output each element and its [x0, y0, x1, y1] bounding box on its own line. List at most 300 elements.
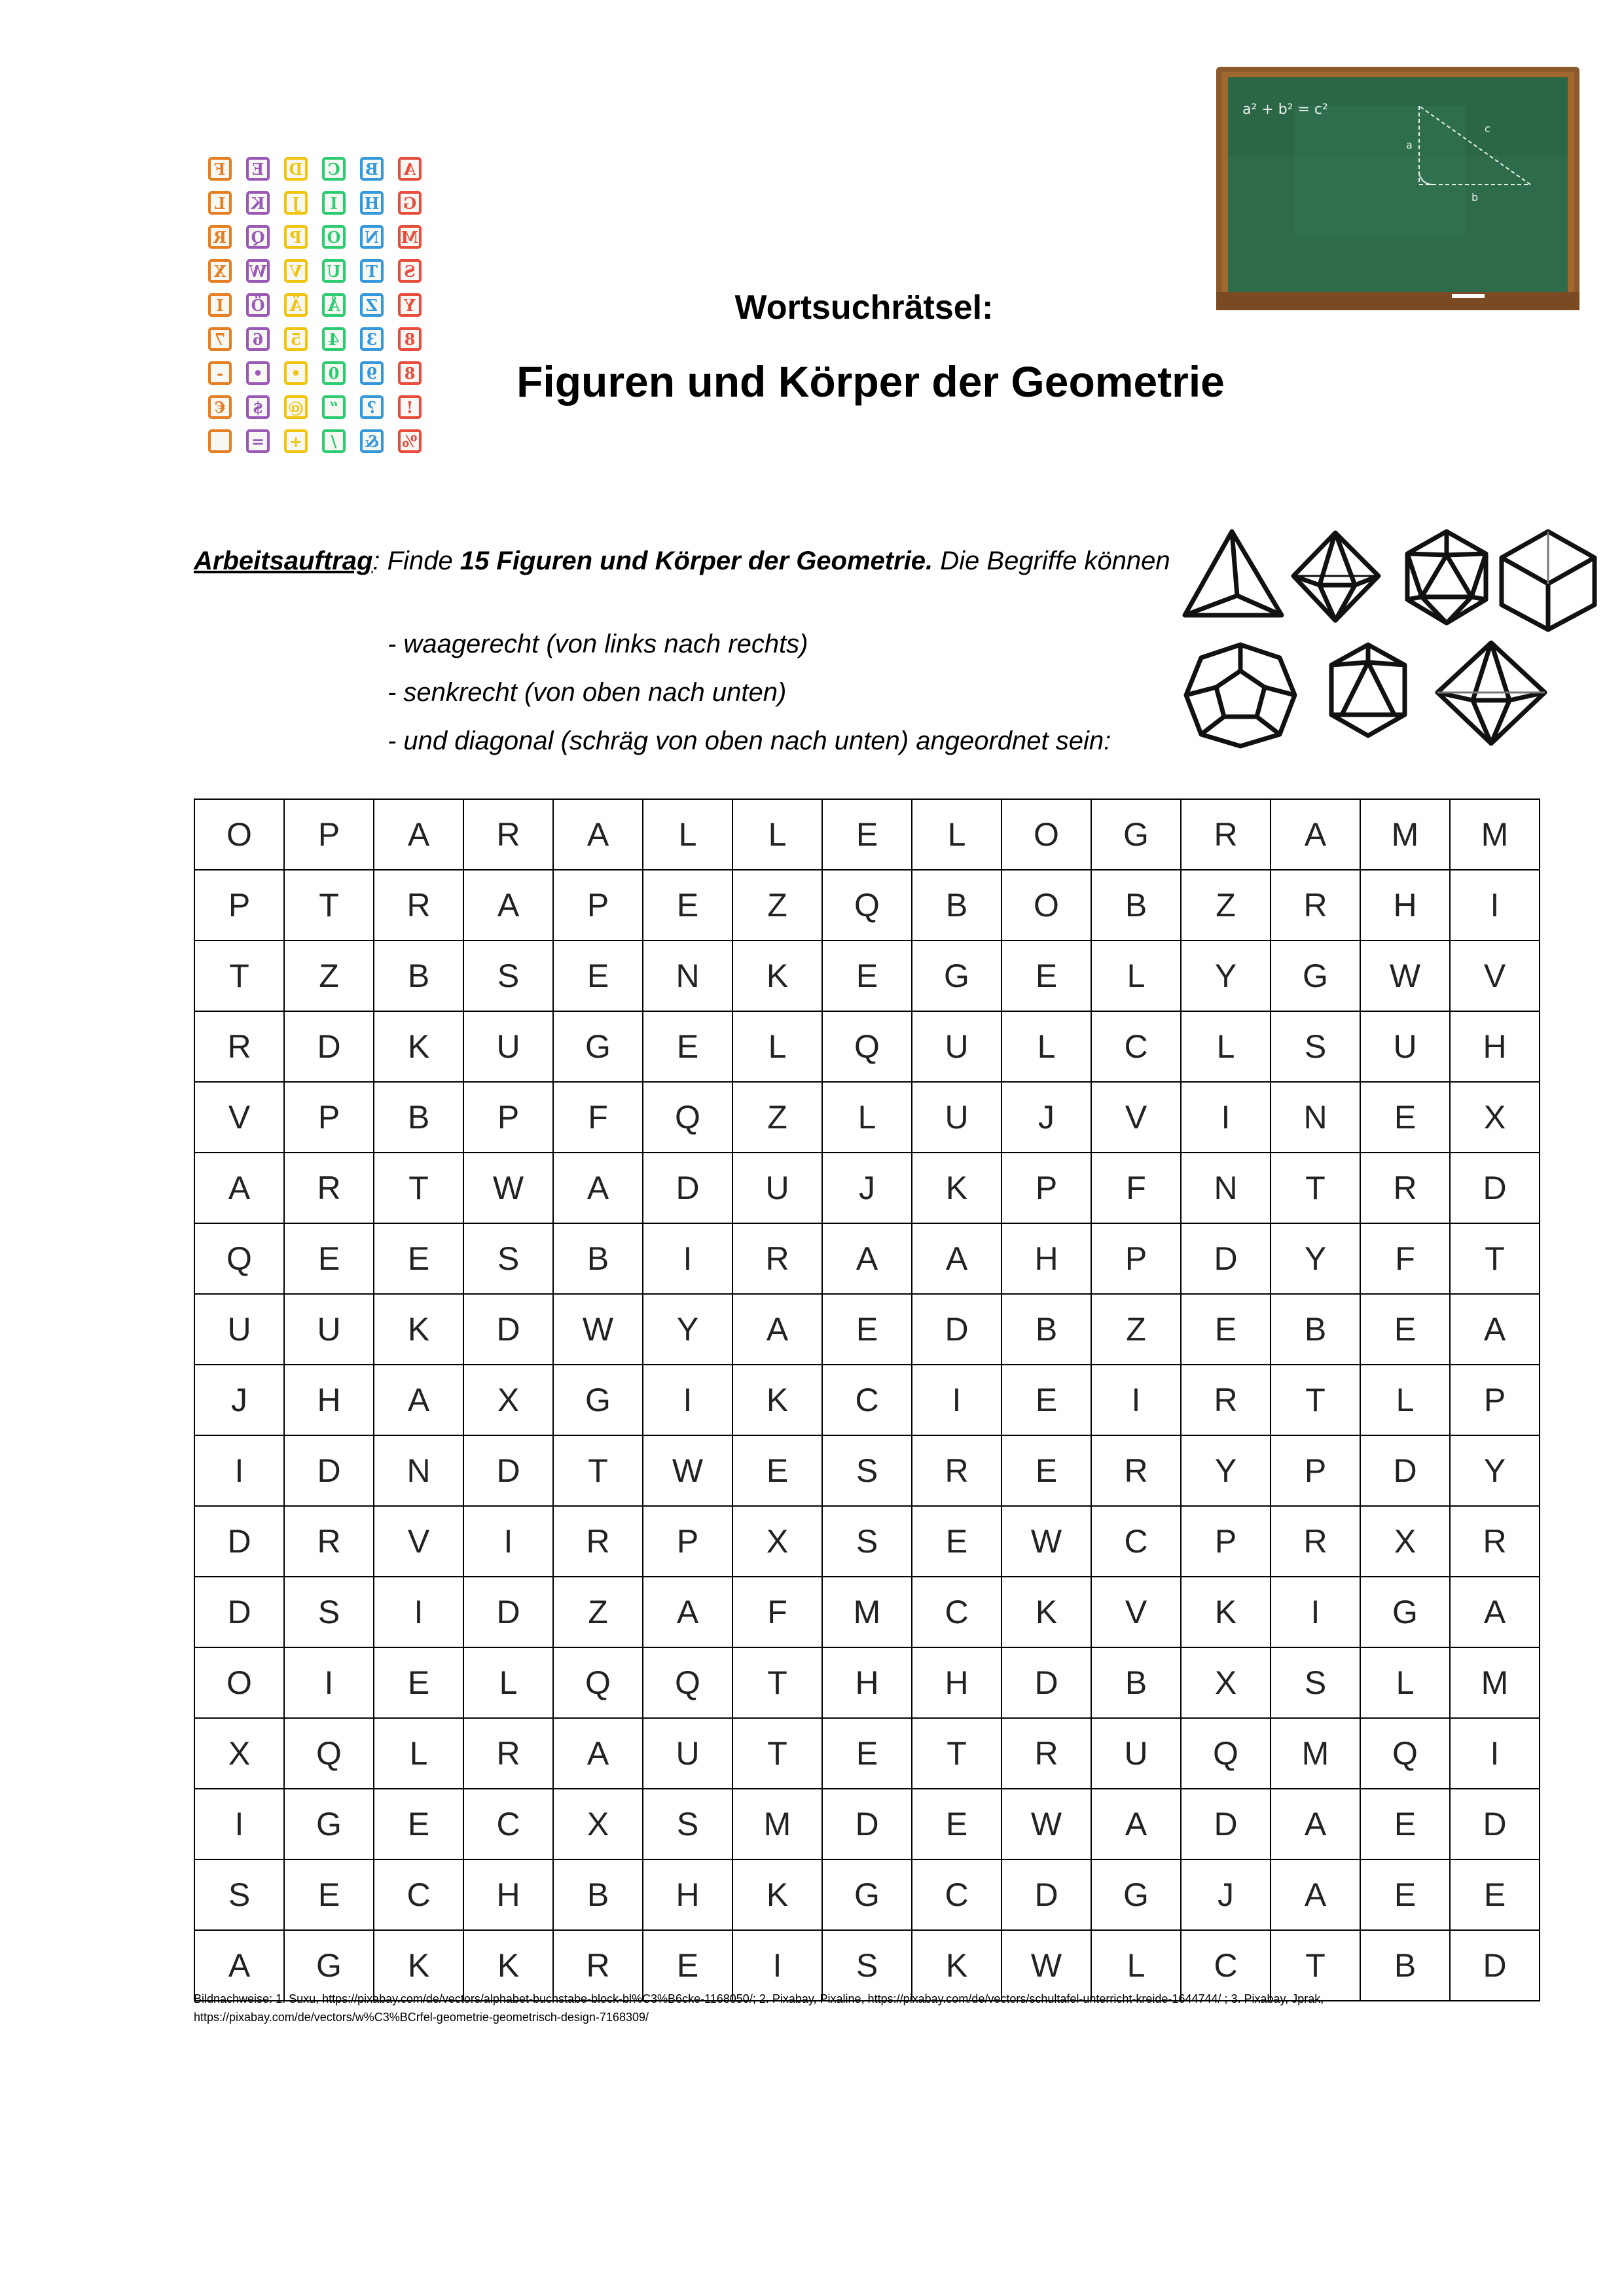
grid-cell[interactable]: E: [643, 1930, 732, 2001]
letter-block: €: [208, 395, 232, 419]
grid-cell[interactable]: X: [732, 1506, 822, 1577]
grid-cell[interactable]: Q: [1360, 1718, 1450, 1789]
grid-cell[interactable]: W: [463, 1153, 553, 1223]
grid-cell[interactable]: W: [643, 1435, 732, 1506]
grid-cell[interactable]: B: [1091, 1647, 1181, 1718]
grid-cell[interactable]: N: [1181, 1153, 1271, 1223]
grid-cell[interactable]: H: [1001, 1223, 1091, 1294]
grid-cell[interactable]: A: [194, 1153, 284, 1223]
grid-row: [194, 1082, 1540, 1153]
grid-cell[interactable]: B: [374, 1082, 463, 1153]
grid-cell[interactable]: I: [284, 1647, 374, 1718]
grid-cell[interactable]: S: [463, 941, 553, 1011]
grid-cell[interactable]: E: [374, 1223, 463, 1294]
grid-cell[interactable]: G: [553, 1365, 643, 1435]
grid-cell[interactable]: A: [374, 799, 463, 870]
grid-cell[interactable]: A: [1271, 799, 1360, 870]
grid-cell[interactable]: L: [1001, 1011, 1091, 1082]
instruction-text: Arbeitsauftrag: Finde 15 Figuren und Körper der Geometrie. Die Begriffe können: [194, 547, 1170, 575]
cube-icon: [1502, 531, 1595, 630]
grid-cell[interactable]: R: [912, 1435, 1001, 1506]
grid-cell[interactable]: V: [1091, 1082, 1181, 1153]
grid-cell[interactable]: Y: [1271, 1223, 1360, 1294]
letter-block: 8: [398, 327, 422, 351]
grid-cell[interactable]: R: [1181, 1365, 1271, 1435]
word-search-grid: [194, 798, 1540, 2001]
grid-cell[interactable]: T: [194, 941, 284, 1011]
grid-cell[interactable]: I: [912, 1365, 1001, 1435]
grid-cell[interactable]: S: [1271, 1011, 1360, 1082]
grid-cell[interactable]: P: [284, 799, 374, 870]
grid-cell[interactable]: I: [643, 1223, 732, 1294]
letter-block: /: [322, 429, 346, 453]
grid-cell[interactable]: K: [912, 1153, 1001, 1223]
grid-cell[interactable]: R: [374, 870, 463, 941]
grid-cell[interactable]: T: [912, 1718, 1001, 1789]
grid-cell[interactable]: L: [1091, 1930, 1181, 2001]
instruction-label: Arbeitsauftrag: [194, 547, 373, 575]
grid-cell[interactable]: K: [1001, 1577, 1091, 1647]
grid-cell[interactable]: G: [553, 1011, 643, 1082]
grid-cell[interactable]: D: [1450, 1153, 1540, 1223]
grid-cell[interactable]: B: [553, 1859, 643, 1930]
grid-cell[interactable]: D: [822, 1789, 912, 1859]
grid-cell[interactable]: C: [1091, 1506, 1181, 1577]
grid-cell[interactable]: R: [1001, 1718, 1091, 1789]
grid-cell[interactable]: W: [553, 1294, 643, 1365]
grid-cell[interactable]: A: [553, 799, 643, 870]
grid-cell[interactable]: G: [284, 1930, 374, 2001]
grid-cell[interactable]: P: [553, 870, 643, 941]
grid-cell[interactable]: T: [732, 1647, 822, 1718]
grid-cell[interactable]: T: [1271, 1153, 1360, 1223]
grid-cell[interactable]: E: [1001, 1435, 1091, 1506]
letter-block: 4: [322, 327, 346, 351]
grid-cell[interactable]: S: [822, 1930, 912, 2001]
grid-cell[interactable]: E: [643, 1011, 732, 1082]
grid-cell[interactable]: P: [284, 1082, 374, 1153]
grid-cell[interactable]: B: [1091, 870, 1181, 941]
grid-cell[interactable]: D: [1001, 1859, 1091, 1930]
grid-cell[interactable]: Y: [1181, 1435, 1271, 1506]
grid-cell[interactable]: L: [1360, 1365, 1450, 1435]
grid-cell[interactable]: O: [1001, 799, 1091, 870]
grid-cell[interactable]: H: [643, 1859, 732, 1930]
grid-cell[interactable]: W: [1360, 941, 1450, 1011]
grid-cell[interactable]: R: [1181, 799, 1271, 870]
grid-cell[interactable]: K: [374, 1294, 463, 1365]
letter-block: +: [284, 429, 308, 453]
grid-cell[interactable]: C: [912, 1859, 1001, 1930]
grid-cell[interactable]: N: [1271, 1082, 1360, 1153]
grid-cell[interactable]: R: [1271, 1506, 1360, 1577]
letter-block: 9: [360, 361, 384, 385]
grid-cell[interactable]: B: [912, 870, 1001, 941]
grid-cell[interactable]: B: [1001, 1294, 1091, 1365]
grid-cell[interactable]: T: [1450, 1223, 1540, 1294]
grid-cell[interactable]: A: [732, 1294, 822, 1365]
grid-cell[interactable]: D: [1450, 1789, 1540, 1859]
grid-cell[interactable]: J: [1001, 1082, 1091, 1153]
letter-block: W: [246, 259, 270, 283]
grid-cell[interactable]: E: [822, 799, 912, 870]
grid-cell[interactable]: K: [374, 1930, 463, 2001]
grid-cell[interactable]: E: [1360, 1082, 1450, 1153]
grid-cell[interactable]: E: [822, 1294, 912, 1365]
grid-cell[interactable]: B: [1360, 1930, 1450, 2001]
grid-cell[interactable]: I: [463, 1506, 553, 1577]
grid-cell[interactable]: P: [463, 1082, 553, 1153]
grid-cell[interactable]: A: [553, 1718, 643, 1789]
grid-cell[interactable]: H: [463, 1859, 553, 1930]
letter-block: K: [246, 191, 270, 215]
grid-cell[interactable]: A: [1091, 1789, 1181, 1859]
grid-cell[interactable]: E: [374, 1789, 463, 1859]
grid-cell[interactable]: T: [1271, 1365, 1360, 1435]
grid-cell[interactable]: V: [374, 1506, 463, 1577]
grid-cell[interactable]: J: [1181, 1859, 1271, 1930]
grid-cell[interactable]: K: [732, 941, 822, 1011]
grid-cell[interactable]: D: [284, 1435, 374, 1506]
grid-cell[interactable]: Q: [643, 1647, 732, 1718]
grid-cell[interactable]: Y: [1181, 941, 1271, 1011]
grid-cell[interactable]: L: [374, 1718, 463, 1789]
grid-cell[interactable]: D: [1181, 1789, 1271, 1859]
grid-cell[interactable]: P: [194, 870, 284, 941]
grid-cell[interactable]: J: [822, 1153, 912, 1223]
grid-cell[interactable]: G: [1360, 1577, 1450, 1647]
grid-cell[interactable]: G: [1271, 941, 1360, 1011]
grid-cell[interactable]: I: [194, 1789, 284, 1859]
grid-cell[interactable]: S: [463, 1223, 553, 1294]
grid-cell[interactable]: I: [1450, 870, 1540, 941]
grid-cell[interactable]: F: [553, 1082, 643, 1153]
grid-cell[interactable]: M: [1450, 1647, 1540, 1718]
grid-cell[interactable]: C: [463, 1789, 553, 1859]
letter-block: C: [322, 157, 346, 181]
grid-cell[interactable]: X: [1450, 1082, 1540, 1153]
grid-cell[interactable]: H: [822, 1647, 912, 1718]
grid-cell[interactable]: E: [643, 870, 732, 941]
grid-cell[interactable]: L: [643, 799, 732, 870]
grid-cell[interactable]: G: [1091, 1859, 1181, 1930]
grid-cell[interactable]: M: [732, 1789, 822, 1859]
grid-cell[interactable]: B: [1271, 1294, 1360, 1365]
grid-cell[interactable]: D: [284, 1011, 374, 1082]
grid-cell[interactable]: T: [732, 1718, 822, 1789]
grid-cell[interactable]: G: [822, 1859, 912, 1930]
grid-cell[interactable]: H: [1360, 870, 1450, 941]
grid-row: [194, 870, 1540, 941]
grid-cell[interactable]: K: [463, 1930, 553, 2001]
grid-cell[interactable]: I: [1091, 1365, 1181, 1435]
grid-cell[interactable]: P: [1181, 1506, 1271, 1577]
grid-cell[interactable]: Q: [643, 1082, 732, 1153]
grid-cell[interactable]: X: [194, 1718, 284, 1789]
grid-cell[interactable]: V: [1091, 1577, 1181, 1647]
grid-cell[interactable]: K: [732, 1365, 822, 1435]
letter-block: 6: [246, 327, 270, 351]
letter-block: B: [360, 157, 384, 181]
grid-cell[interactable]: T: [1271, 1930, 1360, 2001]
grid-cell[interactable]: U: [732, 1153, 822, 1223]
grid-cell[interactable]: L: [1181, 1011, 1271, 1082]
grid-cell[interactable]: I: [643, 1365, 732, 1435]
grid-cell[interactable]: E: [1360, 1789, 1450, 1859]
grid-cell[interactable]: Z: [732, 870, 822, 941]
grid-cell[interactable]: D: [194, 1577, 284, 1647]
grid-cell[interactable]: O: [194, 799, 284, 870]
letter-block: Å: [322, 293, 346, 317]
grid-cell[interactable]: A: [643, 1577, 732, 1647]
grid-cell[interactable]: A: [553, 1153, 643, 1223]
grid-cell[interactable]: E: [1181, 1294, 1271, 1365]
grid-cell[interactable]: D: [643, 1153, 732, 1223]
grid-cell[interactable]: E: [1001, 1365, 1091, 1435]
grid-cell[interactable]: A: [1450, 1294, 1540, 1365]
grid-cell[interactable]: T: [284, 870, 374, 941]
grid-cell[interactable]: C: [912, 1577, 1001, 1647]
grid-cell[interactable]: I: [374, 1577, 463, 1647]
grid-cell[interactable]: D: [1450, 1930, 1540, 2001]
grid-cell[interactable]: D: [194, 1506, 284, 1577]
grid-cell[interactable]: R: [553, 1930, 643, 2001]
grid-cell[interactable]: R: [553, 1506, 643, 1577]
grid-cell[interactable]: D: [463, 1435, 553, 1506]
grid-cell[interactable]: M: [1360, 799, 1450, 870]
grid-cell[interactable]: J: [194, 1365, 284, 1435]
grid-cell[interactable]: U: [643, 1718, 732, 1789]
grid-cell[interactable]: P: [1271, 1435, 1360, 1506]
grid-cell[interactable]: W: [1001, 1506, 1091, 1577]
grid-cell[interactable]: A: [463, 870, 553, 941]
grid-cell[interactable]: U: [194, 1294, 284, 1365]
grid-cell[interactable]: H: [912, 1647, 1001, 1718]
grid-cell[interactable]: Q: [553, 1647, 643, 1718]
grid-cell[interactable]: E: [822, 941, 912, 1011]
grid-cell[interactable]: A: [1450, 1577, 1540, 1647]
letter-block: S: [398, 259, 422, 283]
grid-cell[interactable]: R: [284, 1506, 374, 1577]
grid-cell[interactable]: M: [1271, 1718, 1360, 1789]
grid-row: [194, 1011, 1540, 1082]
chalk-side-c: c: [1485, 122, 1490, 135]
grid-cell[interactable]: I: [732, 1930, 822, 2001]
grid-cell[interactable]: S: [822, 1435, 912, 1506]
grid-cell[interactable]: E: [1450, 1859, 1540, 1930]
grid-row: [194, 1718, 1540, 1789]
grid-cell[interactable]: H: [284, 1365, 374, 1435]
grid-cell[interactable]: E: [912, 1789, 1001, 1859]
grid-cell[interactable]: E: [553, 941, 643, 1011]
grid-cell[interactable]: S: [643, 1789, 732, 1859]
grid-cell[interactable]: K: [732, 1859, 822, 1930]
grid-cell[interactable]: E: [822, 1718, 912, 1789]
page-subtitle: Figuren und Körper der Geometrie: [516, 357, 1225, 406]
grid-cell[interactable]: O: [1001, 870, 1091, 941]
grid-cell[interactable]: Q: [194, 1223, 284, 1294]
grid-cell[interactable]: I: [1450, 1718, 1540, 1789]
grid-cell[interactable]: E: [284, 1223, 374, 1294]
grid-cell[interactable]: I: [194, 1435, 284, 1506]
grid-cell[interactable]: M: [822, 1577, 912, 1647]
grid-cell[interactable]: Q: [284, 1718, 374, 1789]
letter-block: 8: [398, 361, 422, 385]
chalk-side-a: a: [1406, 139, 1413, 151]
grid-cell[interactable]: Z: [1181, 870, 1271, 941]
grid-cell[interactable]: G: [1091, 799, 1181, 870]
letter-block: U: [322, 259, 346, 283]
grid-cell[interactable]: Q: [822, 870, 912, 941]
letter-block: F: [208, 157, 232, 181]
letter-block: !: [398, 395, 422, 419]
grid-cell[interactable]: E: [374, 1647, 463, 1718]
grid-cell[interactable]: X: [1181, 1647, 1271, 1718]
grid-cell[interactable]: X: [463, 1365, 553, 1435]
grid-cell[interactable]: Q: [1181, 1718, 1271, 1789]
grid-cell[interactable]: L: [1360, 1647, 1450, 1718]
grid-cell[interactable]: M: [1450, 799, 1540, 870]
grid-cell[interactable]: Z: [732, 1082, 822, 1153]
instruction-bullet-vertical: - senkrecht (von oben nach unten): [388, 678, 787, 707]
grid-cell[interactable]: Z: [1091, 1294, 1181, 1365]
grid-cell[interactable]: R: [284, 1153, 374, 1223]
grid-cell[interactable]: R: [732, 1223, 822, 1294]
grid-cell[interactable]: T: [553, 1435, 643, 1506]
grid-cell[interactable]: P: [643, 1506, 732, 1577]
letter-block: @: [284, 395, 308, 419]
grid-cell[interactable]: Z: [284, 941, 374, 1011]
letter-block: “: [322, 395, 346, 419]
grid-cell[interactable]: H: [1450, 1011, 1540, 1082]
grid-cell[interactable]: X: [1360, 1506, 1450, 1577]
grid-cell[interactable]: O: [194, 1647, 284, 1718]
grid-cell[interactable]: B: [553, 1223, 643, 1294]
grid-cell[interactable]: G: [284, 1789, 374, 1859]
letter-block: N: [360, 225, 384, 249]
chalkboard-image: [1216, 67, 1579, 310]
grid-cell[interactable]: U: [912, 1082, 1001, 1153]
grid-cell[interactable]: W: [1001, 1789, 1091, 1859]
grid-cell[interactable]: R: [1360, 1153, 1450, 1223]
grid-cell[interactable]: R: [463, 1718, 553, 1789]
grid-cell[interactable]: K: [912, 1930, 1001, 2001]
grid-cell[interactable]: K: [1181, 1577, 1271, 1647]
grid-cell[interactable]: A: [822, 1223, 912, 1294]
grid-cell[interactable]: N: [374, 1435, 463, 1506]
grid-cell[interactable]: V: [1450, 941, 1540, 1011]
grid-cell[interactable]: S: [822, 1506, 912, 1577]
grid-cell[interactable]: B: [374, 941, 463, 1011]
grid-cell[interactable]: I: [1271, 1577, 1360, 1647]
instruction-bullet-horizontal: - waagerecht (von links nach rechts): [388, 630, 808, 658]
grid-cell[interactable]: T: [374, 1153, 463, 1223]
grid-cell[interactable]: R: [1271, 870, 1360, 941]
grid-cell[interactable]: C: [1181, 1930, 1271, 2001]
grid-cell[interactable]: W: [1001, 1930, 1091, 2001]
grid-cell[interactable]: F: [732, 1577, 822, 1647]
letter-block: ?: [360, 395, 384, 419]
grid-cell[interactable]: V: [194, 1082, 284, 1153]
grid-cell[interactable]: L: [732, 799, 822, 870]
grid-cell[interactable]: Z: [553, 1577, 643, 1647]
grid-cell[interactable]: U: [284, 1294, 374, 1365]
grid-row: [194, 1647, 1540, 1718]
grid-cell[interactable]: A: [194, 1930, 284, 2001]
grid-cell[interactable]: L: [1091, 941, 1181, 1011]
letter-block: Y: [398, 293, 422, 317]
grid-cell[interactable]: U: [1091, 1718, 1181, 1789]
grid-cell[interactable]: Y: [1450, 1435, 1540, 1506]
grid-cell[interactable]: A: [912, 1223, 1001, 1294]
grid-cell[interactable]: P: [1001, 1153, 1091, 1223]
grid-cell[interactable]: Q: [822, 1011, 912, 1082]
grid-cell[interactable]: P: [1450, 1365, 1540, 1435]
grid-cell[interactable]: R: [1450, 1506, 1540, 1577]
grid-cell[interactable]: R: [463, 799, 553, 870]
grid-cell[interactable]: N: [643, 941, 732, 1011]
grid-cell[interactable]: E: [1360, 1859, 1450, 1930]
grid-cell[interactable]: U: [1360, 1011, 1450, 1082]
grid-row: [194, 1365, 1540, 1435]
grid-cell[interactable]: I: [1181, 1082, 1271, 1153]
grid-cell[interactable]: X: [553, 1789, 643, 1859]
grid-cell[interactable]: E: [912, 1506, 1001, 1577]
grid-cell[interactable]: F: [1091, 1153, 1181, 1223]
grid-cell[interactable]: P: [1091, 1223, 1181, 1294]
polyhedra-image: [1178, 524, 1604, 759]
grid-cell[interactable]: E: [732, 1435, 822, 1506]
grid-cell[interactable]: U: [912, 1011, 1001, 1082]
grid-cell[interactable]: L: [463, 1647, 553, 1718]
chalk-formula: a² + b² = c²: [1242, 101, 1328, 118]
grid-cell[interactable]: S: [1271, 1647, 1360, 1718]
grid-cell[interactable]: R: [1091, 1435, 1181, 1506]
grid-cell[interactable]: D: [463, 1294, 553, 1365]
grid-cell[interactable]: C: [1091, 1011, 1181, 1082]
grid-cell[interactable]: Y: [643, 1294, 732, 1365]
grid-cell[interactable]: L: [732, 1011, 822, 1082]
letter-block: 5: [284, 327, 308, 351]
grid-cell[interactable]: D: [463, 1577, 553, 1647]
letter-block: [208, 429, 232, 453]
grid-cell[interactable]: U: [463, 1011, 553, 1082]
grid-cell[interactable]: R: [194, 1011, 284, 1082]
grid-cell[interactable]: L: [912, 799, 1001, 870]
grid-cell[interactable]: F: [1360, 1223, 1450, 1294]
grid-cell[interactable]: E: [1360, 1294, 1450, 1365]
grid-cell[interactable]: A: [374, 1365, 463, 1435]
grid-cell[interactable]: K: [374, 1011, 463, 1082]
grid-cell[interactable]: D: [1181, 1223, 1271, 1294]
grid-cell[interactable]: L: [822, 1082, 912, 1153]
grid-cell[interactable]: E: [284, 1859, 374, 1930]
letter-block: P: [284, 225, 308, 249]
grid-cell[interactable]: C: [822, 1365, 912, 1435]
grid-cell[interactable]: E: [1001, 941, 1091, 1011]
grid-cell[interactable]: C: [374, 1859, 463, 1930]
grid-cell[interactable]: S: [284, 1577, 374, 1647]
grid-cell[interactable]: A: [1271, 1859, 1360, 1930]
grid-cell[interactable]: D: [912, 1294, 1001, 1365]
grid-cell[interactable]: A: [1271, 1789, 1360, 1859]
grid-cell[interactable]: D: [1001, 1647, 1091, 1718]
letter-block: H: [360, 191, 384, 215]
grid-cell[interactable]: D: [1360, 1435, 1450, 1506]
grid-cell[interactable]: G: [912, 941, 1001, 1011]
letter-block: R: [208, 225, 232, 249]
grid-cell[interactable]: S: [194, 1859, 284, 1930]
